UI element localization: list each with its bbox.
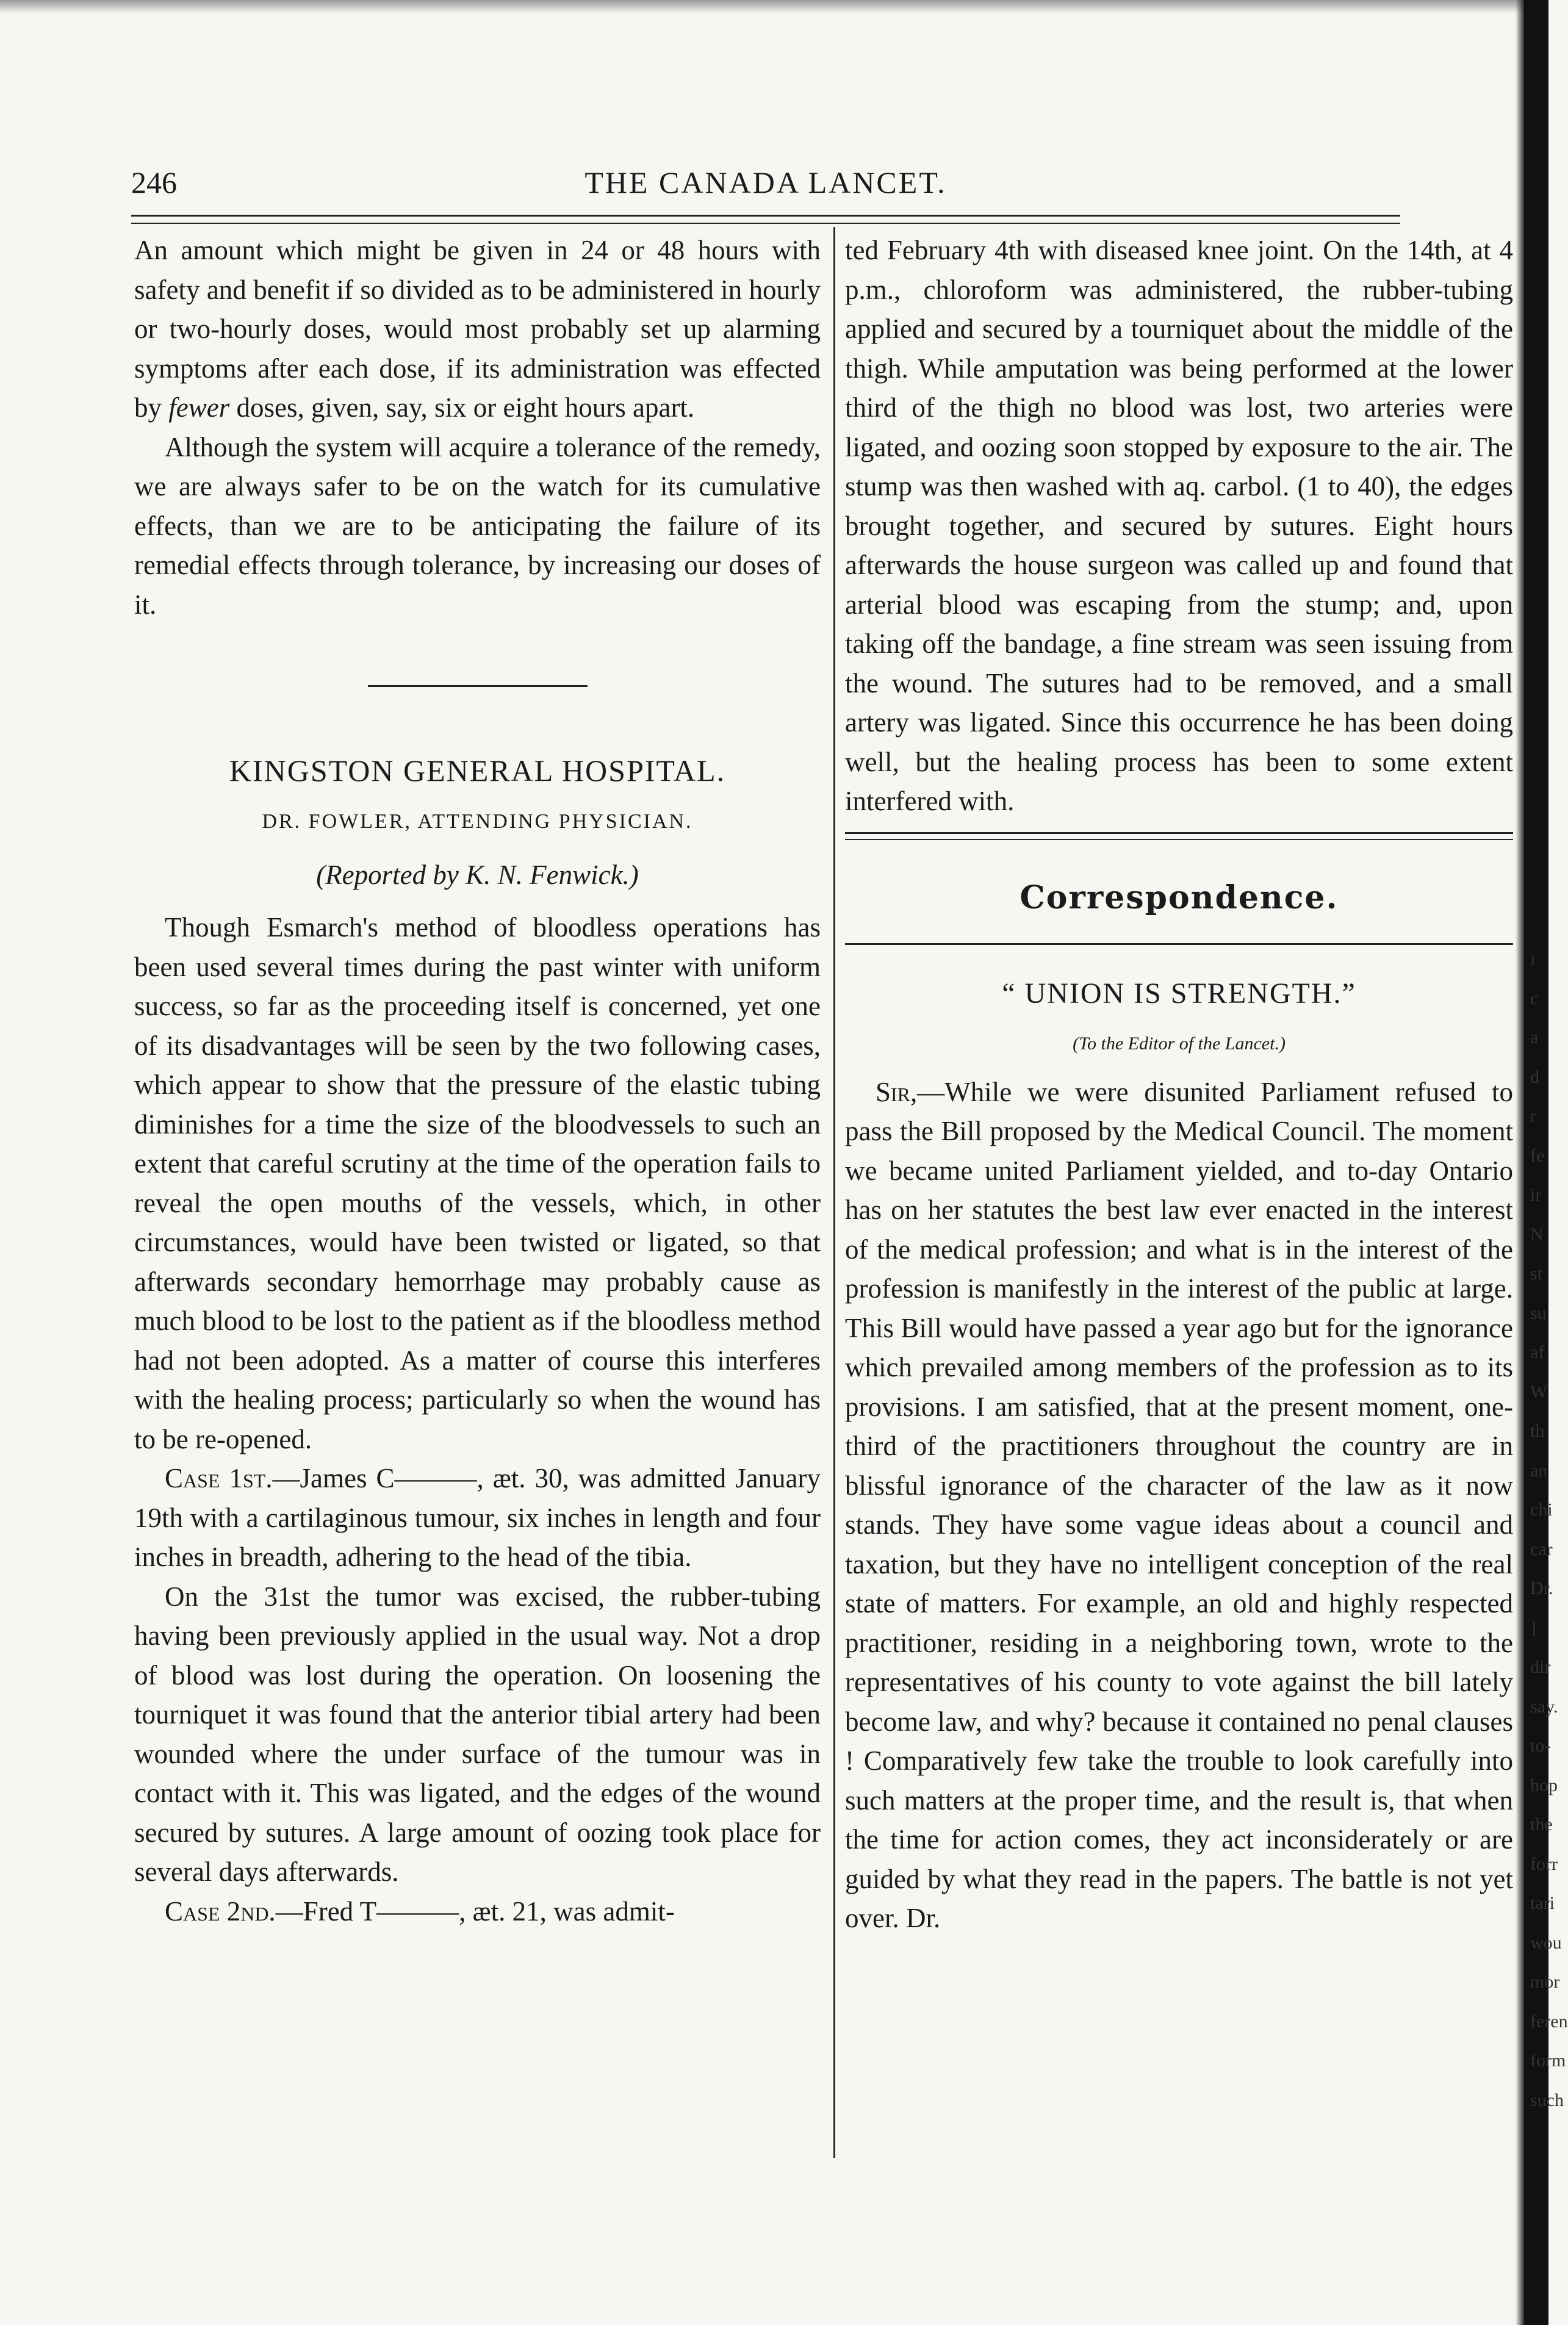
- paragraph-esmarch: Though Esmarch's method of bloodless operations has been used several times during the past winter with uniform success, so far as the proceeding itself is concerned, yet one of its disadvantages will be seen by the two following cases, which appear to show that the pressure of the elastic tubing diminishes for a time the size of the bloodvessels to such an extent that careful scrutiny at the time of the operation fails to reveal the open mouths of the vessels, which, in other circumstances, would have been twisted or ligated, so that afterwards secondary hemorrhage may probably cause as much blood to be lost to the patient as if the bloodless method had not been adopted. As a matter of course this interferes with the healing process; particularly so when the wound has to be re-opened.: [134, 912, 821, 1454]
- bleed-fragment: forr: [1530, 1853, 1558, 1874]
- running-title: THE CANADA LANCET.: [584, 165, 947, 199]
- header-rule: [131, 215, 1400, 224]
- right-column: [845, 231, 1513, 1938]
- bleed-fragment: fe: [1530, 1145, 1545, 1166]
- bleed-fragment: d: [1530, 1066, 1539, 1087]
- bleed-fragment: a: [1530, 1027, 1539, 1048]
- letter-title: “ UNION IS STRENGTH.”: [1002, 977, 1356, 1010]
- bleed-fragment: ]: [1530, 1617, 1536, 1638]
- left-column: [134, 231, 821, 1931]
- bleed-fragment: an: [1530, 1460, 1548, 1481]
- bleed-fragment: af: [1530, 1342, 1545, 1362]
- letter-text: —While we were disunited Parliament refused to pass the Bill proposed by the Medical Council. The moment we became united Parliament yielded, and to-day Ontario has on her statutes the best law ever enacted in the interest of the medical profession; and what is in the interest of the profession is manifestly in the interest of the public at large. This Bill would have passed a year ago but for the ignorance which prevailed among members of the profession as to its provisions. I am satisfied, that at the present moment, one-third of the practitioners throughout the country are in blissful ignorance of the character of the law as it now stands. They have some vague ideas about a council and taxation, but they have no intelligent conception of the real state of matters. For example, an old and highly respected practitioner, residing in a neighboring town, wrote to the representatives of his county to vote against the bill lately become law, and why? because it contained no penal clauses ! Comparatively few take the trouble to look carefully into such matters at the proper time, and the result is, that when the time for action comes, they act inconsiderately or are guided by what they read in the papers. The battle is not yet over. Dr.: [845, 1076, 1513, 1933]
- adjacent-page-bleed: [1530, 940, 1567, 2120]
- bleed-fragment: Dr.: [1530, 1578, 1553, 1598]
- bleed-fragment: th: [1530, 1421, 1545, 1441]
- attending-physician: DR. FOWLER, ATTENDING PHYSICIAN.: [262, 810, 693, 833]
- bleed-fragment: N: [1530, 1224, 1544, 1245]
- page-header: [131, 165, 1400, 214]
- bleed-fragment: to-: [1530, 1736, 1551, 1756]
- bleed-fragment: su: [1530, 1303, 1547, 1323]
- reporter-credit: (Reported by K. N. Fenwick.): [316, 860, 639, 890]
- section-rule: [845, 943, 1513, 945]
- section-title-hospital: KINGSTON GENERAL HOSPITAL.: [229, 753, 726, 788]
- paragraph-letter: [845, 1073, 1513, 1938]
- bleed-fragment: form: [1530, 2050, 1566, 2071]
- bleed-fragment: feren: [1530, 2011, 1568, 2032]
- bleed-fragment: dir: [1530, 1657, 1551, 1677]
- bleed-fragment: car: [1530, 1539, 1553, 1559]
- letter-addressee: (To the Editor of the Lancet.): [1073, 1033, 1286, 1054]
- section-divider: [368, 685, 588, 687]
- scan-top-edge: [0, 0, 1548, 13]
- paragraph-tolerance: Although the system will acquire a tolerance of the remedy, we are always safer to be on the watch for its cumulative effects, than we are to be anticipating the failure of its remedial effects through tolerance, by increasing our doses of it.: [134, 431, 821, 620]
- bleed-fragment: wou: [1530, 1932, 1562, 1953]
- paragraph-text-end: doses, given, say, six or eight hours apart.: [229, 392, 695, 423]
- paragraph-case-1: [134, 1459, 821, 1577]
- bleed-fragment: W: [1530, 1381, 1548, 1402]
- bleed-fragment: mor: [1530, 1972, 1560, 1992]
- case-1-label: Case 1st.: [165, 1463, 273, 1493]
- column-divider: [833, 227, 835, 2158]
- bleed-fragment: the: [1530, 1814, 1553, 1834]
- page-number: 246: [131, 165, 177, 199]
- paragraph-case-2-continued: ted February 4th with diseased knee joint. On the 14th, at 4 p.m., chloroform was administered, the rubber-tubing applied and secured by a tourniquet about the middle of the thigh. While amputation was being performed at the lower third of the thigh no blood was lost, two arteries were ligated, and oozing soon stopped by exposure to the air. The stump was then washed with aq. carbol. (1 to 40), the edges brought together, and secured by sutures. Eight hours afterwards the house surgeon was called up and found that arterial blood was escaping from the stump; and, upon taking off the bandage, a fine stream was seen issuing from the wound. The sutures had to be removed, and a small artery was ligated. Since this occurrence he has been doing well, but the healing process has been to some extent interfered with.: [845, 235, 1513, 816]
- case-2-text: —Fred T———, æt. 21, was admit-: [275, 1896, 675, 1927]
- bleed-fragment: tari: [1530, 1893, 1555, 1913]
- bleed-fragment: r: [1530, 1106, 1536, 1126]
- case-1-text: —James C———, æt. 30, was admitted January 19th with a cartilaginous tumour, six inches in length and four inches in breadth, adhering to the head of the tibia.: [134, 1463, 821, 1572]
- bleed-fragment: st: [1530, 1263, 1543, 1284]
- bleed-fragment: say.: [1530, 1696, 1558, 1717]
- salutation: Sir,: [876, 1076, 918, 1107]
- bleed-fragment: ı: [1530, 949, 1536, 969]
- emphasis-fewer: fewer: [168, 392, 230, 423]
- scan-gutter-shadow: [1516, 0, 1524, 2325]
- paragraph-tumor-excision: On the 31st the tumor was excised, the rubber-tubing having been previously applied in the usual way. Not a drop of blood was lost during the operation. On loosening the tourniquet it was found that the anterior tibial artery had been wounded where the under surface of the tumour was in contact with it. This was ligated, and the edges of the wound secured by sutures. A large amount of oozing took place for several days afterwards.: [134, 1581, 821, 1887]
- paragraph-opening: [134, 231, 821, 428]
- bleed-fragment: chi: [1530, 1500, 1553, 1520]
- bleed-fragment: such: [1530, 2090, 1564, 2110]
- bleed-fragment: ir: [1530, 1185, 1542, 1205]
- case-2-label: Case 2nd.: [165, 1896, 276, 1927]
- paragraph-text: An amount which might be given in 24 or 48 hours with safety and benefit if so divided as to be administered in hourly or two-hourly doses, would most probably set up alarming symptoms after each dose, if its administration was effected by: [134, 235, 821, 423]
- paragraph-case-2: [134, 1892, 821, 1932]
- section-title-correspondence: Correspondence.: [1020, 879, 1339, 916]
- bleed-fragment: hop: [1530, 1775, 1558, 1795]
- section-double-rule: [845, 832, 1513, 840]
- bleed-fragment: c: [1530, 988, 1539, 1008]
